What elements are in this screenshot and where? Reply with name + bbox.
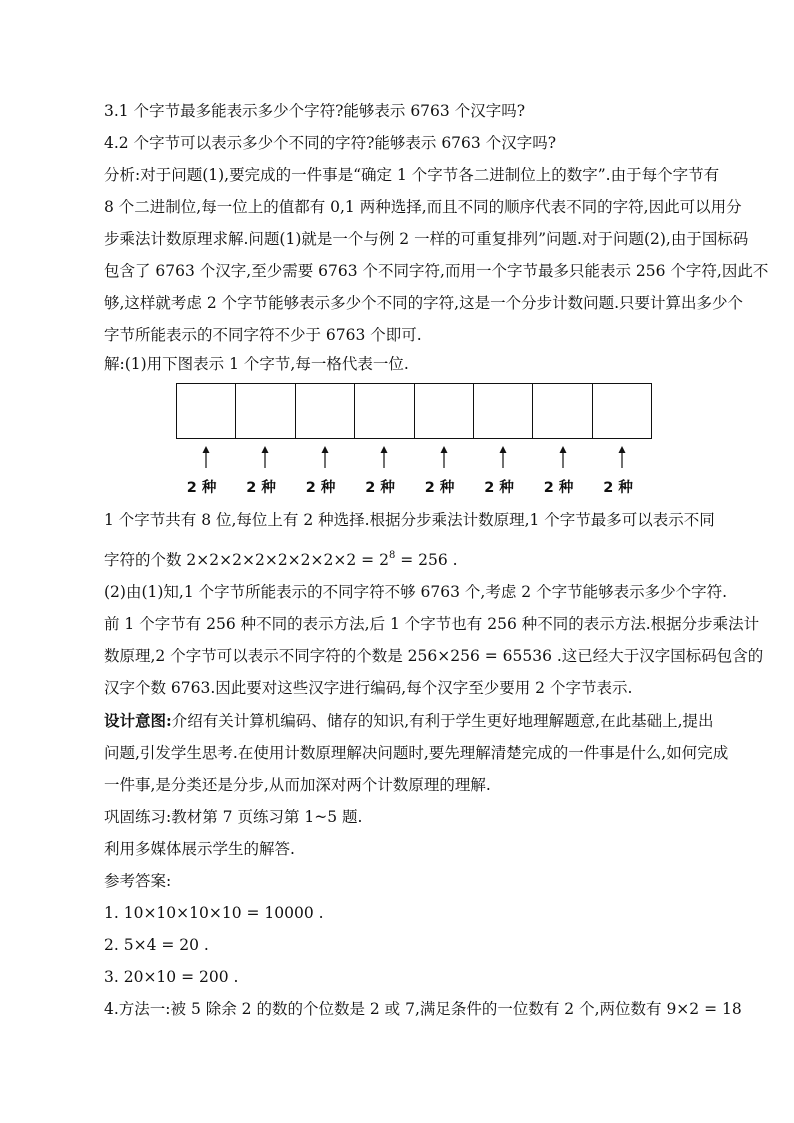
- question-3: 3.1 个字节最多能表示多少个字符?能够表示 6763 个汉字吗?: [104, 102, 525, 120]
- result-exponent: 8: [388, 550, 396, 561]
- bit-choice-label: 2 种: [484, 480, 514, 496]
- bit-choice-label: 2 种: [543, 480, 574, 496]
- byte-diagram: [176, 383, 652, 439]
- part2-line-2: 前 1 个字节有 256 种不同的表示方法,后 1 个字节也有 256 种不同的表示方法.根据分步乘法计: [104, 615, 760, 633]
- bit-cell: [533, 384, 592, 438]
- result-line-2: [104, 546, 458, 570]
- bit-choice-label: 2 种: [186, 480, 217, 496]
- arrow-up-icon: [439, 446, 449, 466]
- arrow-up-icon: [320, 446, 330, 466]
- answers-heading: 参考答案:: [104, 872, 172, 890]
- analysis-line-2: 8 个二进制位,每一位上的值都有 0,1 两种选择,而且不同的顺序代表不同的字符,因此可以用分: [104, 198, 742, 216]
- bit-cell: [177, 384, 236, 438]
- display-line: 利用多媒体展示学生的解答.: [104, 840, 295, 858]
- part2-line-3: 数原理,2 个字节可以表示不同字符的个数是 256×256 = 65536 .这已经大于汉字国标码包含的: [104, 647, 764, 665]
- arrow-up-icon: [617, 446, 627, 466]
- arrow-up-icon: [498, 446, 508, 466]
- analysis-line-6: 字节所能表示的不同字符不少于 6763 个即可.: [104, 326, 422, 344]
- arrow-up-icon: [260, 446, 270, 466]
- bit-choice-label: 2 种: [365, 480, 395, 496]
- solution-intro: 解:(1)用下图表示 1 个字节,每一格代表一位.: [104, 355, 409, 373]
- bit-cell: [474, 384, 533, 438]
- answer-4: 4.方法一:被 5 除余 2 的数的个位数是 2 或 7,满足条件的一位数有 2 个,两位数有 9×2 = 18: [104, 1000, 742, 1018]
- arrow-up-icon: [379, 446, 389, 466]
- arrow-up-icon: [201, 446, 211, 466]
- part2-line-4: 汉字个数 6763.因此要对这些汉字进行编码,每个汉字至少要用 2 个字节表示.: [104, 679, 633, 697]
- bit-cell: [296, 384, 355, 438]
- design-intent-text: 介绍有关计算机编码、储存的知识,有利于学生更好地理解题意,在此基础上,提出: [171, 712, 714, 730]
- result-formula: 字符的个数 2×2×2×2×2×2×2×2 = 2: [104, 551, 389, 569]
- bit-choice-label: 2 种: [603, 480, 633, 496]
- bit-cell: [236, 384, 295, 438]
- answer-3: 3. 20×10 = 200 .: [104, 968, 239, 986]
- bit-choice-label: 2 种: [246, 480, 276, 496]
- result-value: = 256 .: [395, 551, 458, 569]
- bit-choice-label: 2 种: [424, 480, 455, 496]
- bit-choice-label: 2 种: [305, 480, 336, 496]
- design-intent-line-3: 一件事,是分类还是分步,从而加深对两个计数原理的理解.: [104, 776, 491, 794]
- answer-1: 1. 10×10×10×10 = 10000 .: [104, 904, 324, 922]
- bit-cell: [355, 384, 414, 438]
- analysis-line-1: 分析:对于问题(1),要完成的一件事是“确定 1 个字节各二进制位上的数字”.由于每个字节有: [104, 166, 720, 184]
- bit-cell: [415, 384, 474, 438]
- design-intent-line-2: 问题,引发学生思考.在使用计数原理解决问题时,要先理解清楚完成的一件事是什么,如何完成: [104, 744, 729, 762]
- question-4: 4.2 个字节可以表示多少个不同的字符?能够表示 6763 个汉字吗?: [104, 134, 556, 152]
- design-intent-label: 设计意图:: [104, 711, 172, 730]
- design-intent-line-1: [104, 711, 714, 731]
- arrow-up-icon: [558, 446, 568, 466]
- exercise-line: 巩固练习:教材第 7 页练习第 1~5 题.: [104, 808, 363, 826]
- result-line-1: 1 个字节共有 8 位,每位上有 2 种选择.根据分步乘法计数原理,1 个字节最多可以表示不同: [104, 511, 715, 529]
- answer-2: 2. 5×4 = 20 .: [104, 936, 209, 954]
- analysis-line-3: 步乘法计数原理求解.问题(1)就是一个与例 2 一样的可重复排列”问题.对于问题(2),由于国标码: [104, 230, 749, 248]
- analysis-line-4: 包含了 6763 个汉字,至少需要 6763 个不同字符,而用一个字节最多只能表示 256 个字符,因此不: [104, 262, 769, 280]
- part2-line-1: (2)由(1)知,1 个字节所能表示的不同字符不够 6763 个,考虑 2 个字节能够表示多少个字符.: [104, 583, 727, 601]
- bit-cell: [593, 384, 651, 438]
- analysis-line-5: 够,这样就考虑 2 个字节能够表示多少个不同的字符,这是一个分步计数问题.只要计算出多少个: [104, 294, 743, 312]
